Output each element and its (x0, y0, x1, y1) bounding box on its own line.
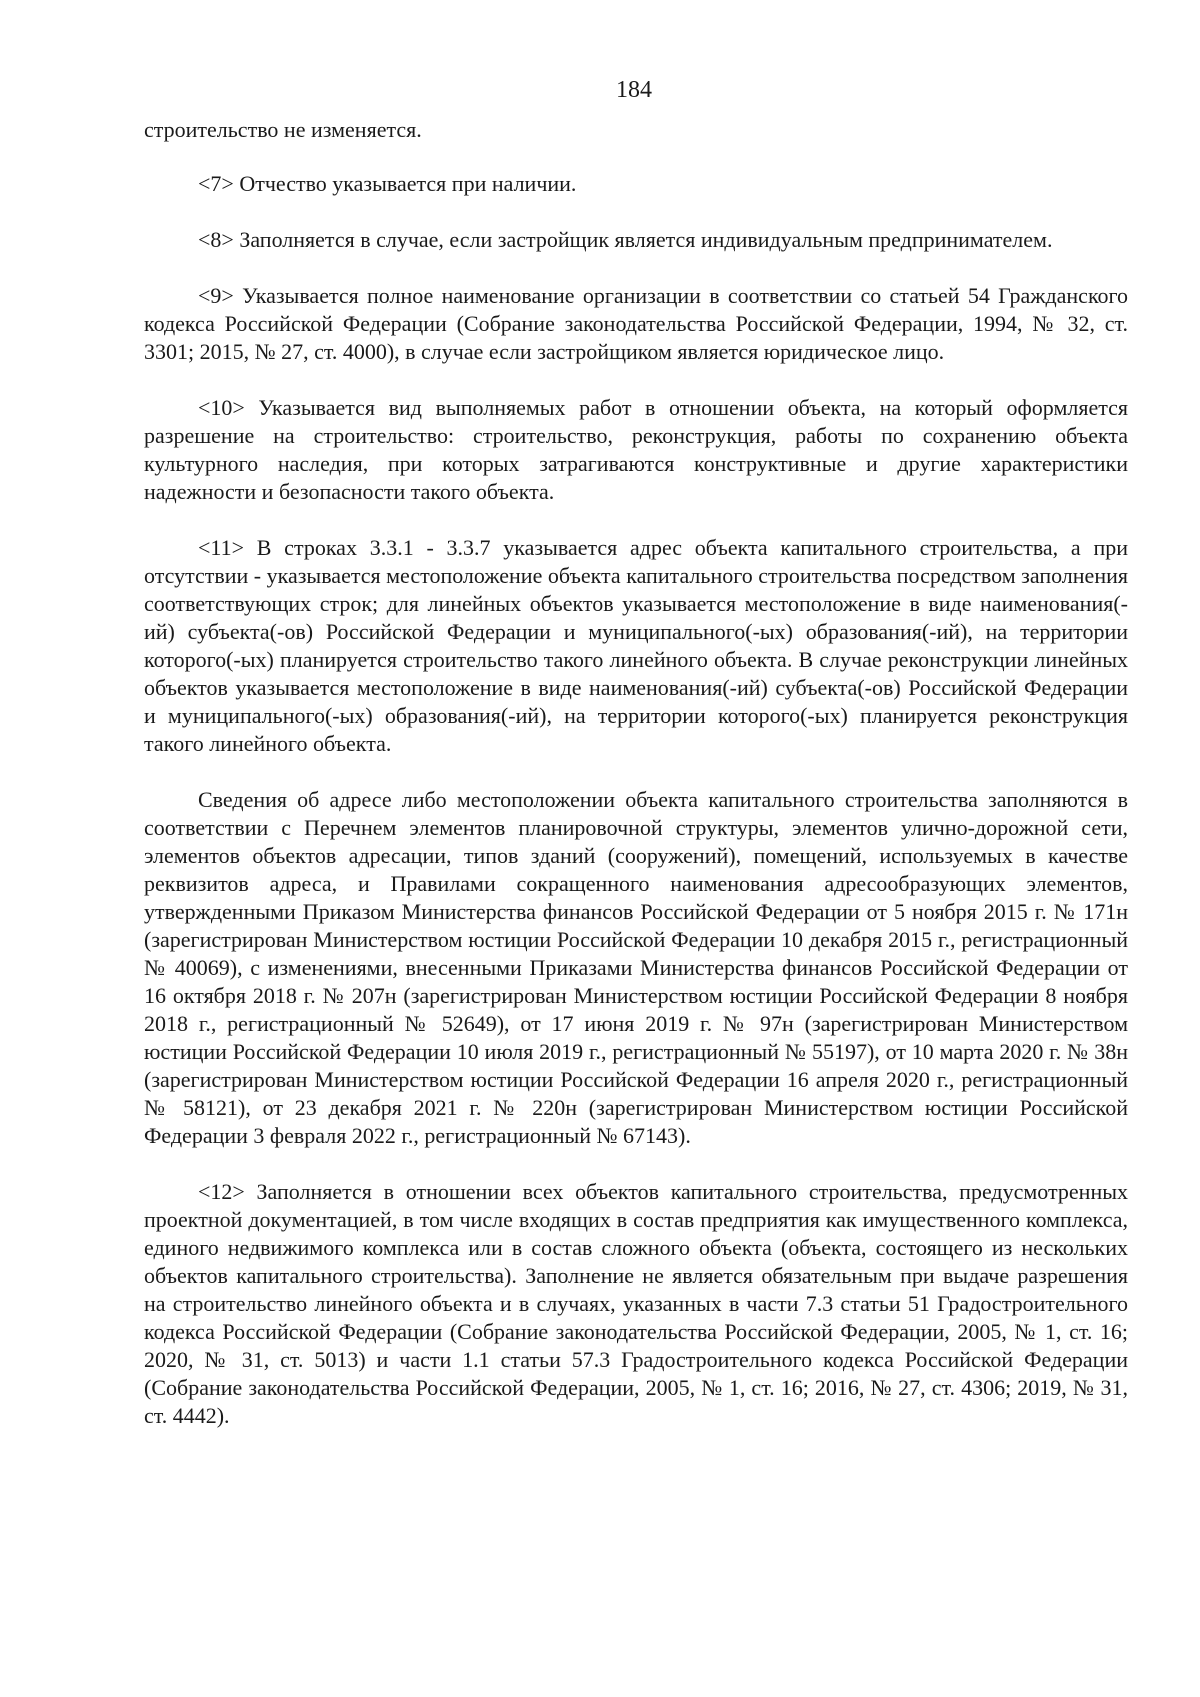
footnote-7: <7> Отчество указывается при наличии. (198, 171, 577, 196)
paragraph-continuation: строительство не изменяется. (144, 117, 422, 142)
footnote-10: <10> Указывается вид выполняемых работ в отношении объекта, на который оформляется разрешение на строительство: строительство, реконструкция, работы по сохранению объекта культурного наследия, при которых затрагиваются конструктивные и другие характеристики надежности и безопасности такого объекта. (144, 395, 1128, 504)
page-number: 184 (616, 77, 652, 103)
footnote-11: <11> В строках 3.3.1 - 3.3.7 указывается адрес объекта капитального строительства, а при отсутствии - указывается местоположение объекта капитального строительства посредством заполнения соответствующих строк; для линейных объектов указывается местоположение в виде наименования(-ий) субъекта(-ов) Российской Федерации и муниципального(-ых) образования(-ий), на территории которого(-ых) планируется строительство такого линейного объекта. В случае реконструкции линейных объектов указывается местоположение в виде наименования(-ий) субъекта(-ов) Российской Федерации и муниципального(-ых) образования(-ий), на территории которого(-ых) планируется реконструкция такого линейного объекта. (144, 535, 1128, 756)
footnote-9: <9> Указывается полное наименование организации в соответствии со статьей 54 Гражданского кодекса Российской Федерации (Собрание законодательства Российской Федерации, 1994, № 32, ст. 3301; 2015, № 27, ст. 4000), в случае если застройщиком является юридическое лицо. (144, 283, 1128, 364)
document-body (144, 116, 1128, 1458)
footnote-12: <12> Заполняется в отношении всех объектов капитального строительства, предусмотренных проектной документацией, в том числе входящих в состав предприятия как имущественного комплекса, единого недвижимого комплекса или в состав сложного объекта (объекта, состоящего из нескольких объектов капитального строительства). Заполнение не является обязательным при выдаче разрешения на строительство линейного объекта и в случаях, указанных в части 7.3 статьи 51 Градостроительного кодекса Российской Федерации (Собрание законодательства Российской Федерации, 2005, № 1, ст. 16; 2020, № 31, ст. 5013) и части 1.1 статьи 57.3 Градостроительного кодекса Российской Федерации (Собрание законодательства Российской Федерации, 2005, № 1, ст. 16; 2016, № 27, ст. 4306; 2019, № 31, ст. 4442). (144, 1179, 1128, 1428)
address-info-paragraph: Сведения об адресе либо местоположении объекта капитального строительства заполняются в соответствии с Перечнем элементов планировочной структуры, элементов улично-дорожной сети, элементов объектов адресации, типов зданий (сооружений), помещений, используемых в качестве реквизитов адреса, и Правилами сокращенного наименования адресообразующих элементов, утвержденными Приказом Министерства финансов Российской Федерации от 5 ноября 2015 г. № 171н (зарегистрирован Министерством юстиции Российской Федерации 10 декабря 2015 г., регистрационный № 40069), с изменениями, внесенными Приказами Министерства финансов Российской Федерации от 16 октября 2018 г. № 207н (зарегистрирован Министерством юстиции Российской Федерации 8 ноября 2018 г., регистрационный № 52649), от 17 июня 2019 г. № 97н (зарегистрирован Министерством юстиции Российской Федерации 10 июля 2019 г., регистрационный № 55197), от 10 марта 2020 г. № 38н (зарегистрирован Министерством юстиции Российской Федерации 16 апреля 2020 г., регистрационный № 58121), от 23 декабря 2021 г. № 220н (зарегистрирован Министерством юстиции Российской Федерации 3 февраля 2022 г., регистрационный № 67143). (144, 787, 1128, 1148)
footnote-8: <8> Заполняется в случае, если застройщик является индивидуальным предпринимателем. (198, 227, 1053, 252)
